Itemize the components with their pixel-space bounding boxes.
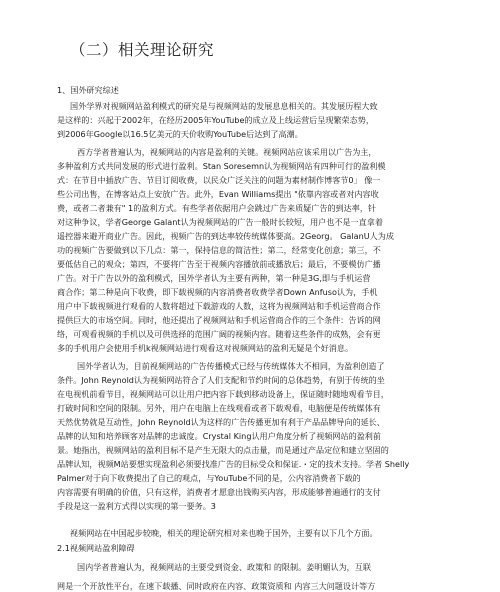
text-line: 商合作；第二种是向下收费，即下载视频的内容消费者收费学者Down Anfuso认为，手机 [57,287,378,297]
text-line: 品牌认知，视频M站要想实现盈利必须要找准广告的目标受众和保证.・定的技术支持。学者 Shelly [57,459,410,469]
text-line: 视频网站在中国起步较晚，相关的理论研究相对来也晚于国外，主要有以下几个方面。 [70,528,378,538]
text-line: 多的手机用户会使用手机k视频网站进行观看这对视频网站的盈利无疑是个好消息。 [57,343,354,353]
text-line: 品牌的认知和培养顾客对品牌的忠诚度。Crystal King认用户角度分析了视频网站的盈利前 [57,431,381,441]
text-line: 络，可观看视频的手机以及可供选择的范围广阔的视频内容。随着这些条件的成熟，会有更 [57,329,381,339]
text-line: 用户中下载视频进行观看的人数将超过下载游戏的人数，这将为视频网站和手机运营商合作 [57,301,381,311]
text-line: 西方学者普遍认为，视频网站的内容是盈利的关键。视频网站应该采用以广告为主， [77,147,377,157]
text-line: 1、国外研究综述 [57,85,119,95]
text-line: 国外学者认为，目前视频网站的广告传播模式已经与传统媒体大不相同，为盈利创造了 [77,361,385,371]
text-line: 内容需要有明确的价值，只有这样，消费者才愿意出钱购买内容，形成能够普遍通行的支付 [57,487,381,497]
text-line: 手段是这一盈利方式得以实现的第一要务。3 [57,501,216,511]
text-line: 要低估自己的观众；第四，不要将广告至于视频内容播放前或播放后；最后，不要模仿广播 [57,259,381,269]
text-line: 是这样的：兴起于2002年，在经历2005年YouTube的成立及上线运营后呈现繁荣态势， [57,115,374,125]
text-line: 对这种争议，学者George Galant认为视频网站的广告一般时长较短，用户也不是一直拿着 [57,217,383,227]
text-line: 些公司出售，在博客站点上安放广告。此外，Evan Williams提出 "依靠内容或者对内容收 [57,189,379,199]
text-line: 遥控器来避开商业广告。因此，视频广告的到达率较传统媒体要高。2Georg。 GalanU人为成 [57,231,394,241]
text-line: 天然优势就是互动性，John Reynold认为这样的广告传播更加有利于产品品牌导向的延长、 [57,417,385,427]
text-line: 网是一个开放性平台，在速下载播、同时政府在内容、政策资质和 内容三大问题设计等方 [57,581,376,591]
text-line: 提供巨大的市场空间。同时，他还提出了视频网站和手机运营商合作的三个条件：告诉的网 [57,315,381,325]
text-line: 式：在节目中插放广告、节目订阅收费，以民众广泛关注的问题为素材制作博客节0」 像一 [57,175,381,185]
text-line: 在电视机前看节目，视频网站可以让用户把内容下载到移动设备上，保证随时随地观看节目， [57,389,389,399]
text-line: 到2006年Google以16.5亿美元的天价收购YouTube后达到了高潮。 [57,129,303,139]
text-line: 2.1视频网站盈利障碍 [57,543,135,553]
text-line: 多种盈利方式共同发展的形式进行盈利。Stan Soresemn认为视频网站有四种可行的盈利模 [57,161,386,171]
text-line: 国外学界对视频网站盈利模式的研究是与视频网站的发展息息相关的。其发展历程大致 [70,101,378,111]
text-line: 广告。对于广告以外的盈利模式，国外学者认为主要有两种，第一种是3G,即与手机运营 [57,273,371,283]
text-line: 费，或者二者兼有" 1的盈利方式。有些学者依据用户会跳过广告来质疑广告的到达率，针 [57,203,377,213]
text-line: 景。她指出，视频网站的盈利目标不是产生无限大的点击量，而是通过产品定位和建立坚固的 [57,445,389,455]
text-line: 国内学者普遍认为，视频网站的主要受到资金、政策和 的限制。姜明媚认为，互联 [77,562,371,572]
text-line: Palmer对于向下收费提出了自己的观点，与YouTube不同的是，公内容消费者下载的 [57,473,361,483]
text-line: 功的视频广告要做到以下几点：第一，保持信息的简洁性；第二，经常变化创意；第三，不 [57,245,381,255]
text-line: 条件。John Reynold认为视频网站符合了人们支配和节约时间的总体趋势，有别于传统的坐 [57,375,385,385]
section-title: （二）相关理论研究 [70,41,215,59]
text-line: 打破时间和空间的限制。另外，用户在电脑上在线观看或者下载观看，电脑便是传统媒体有 [57,403,381,413]
